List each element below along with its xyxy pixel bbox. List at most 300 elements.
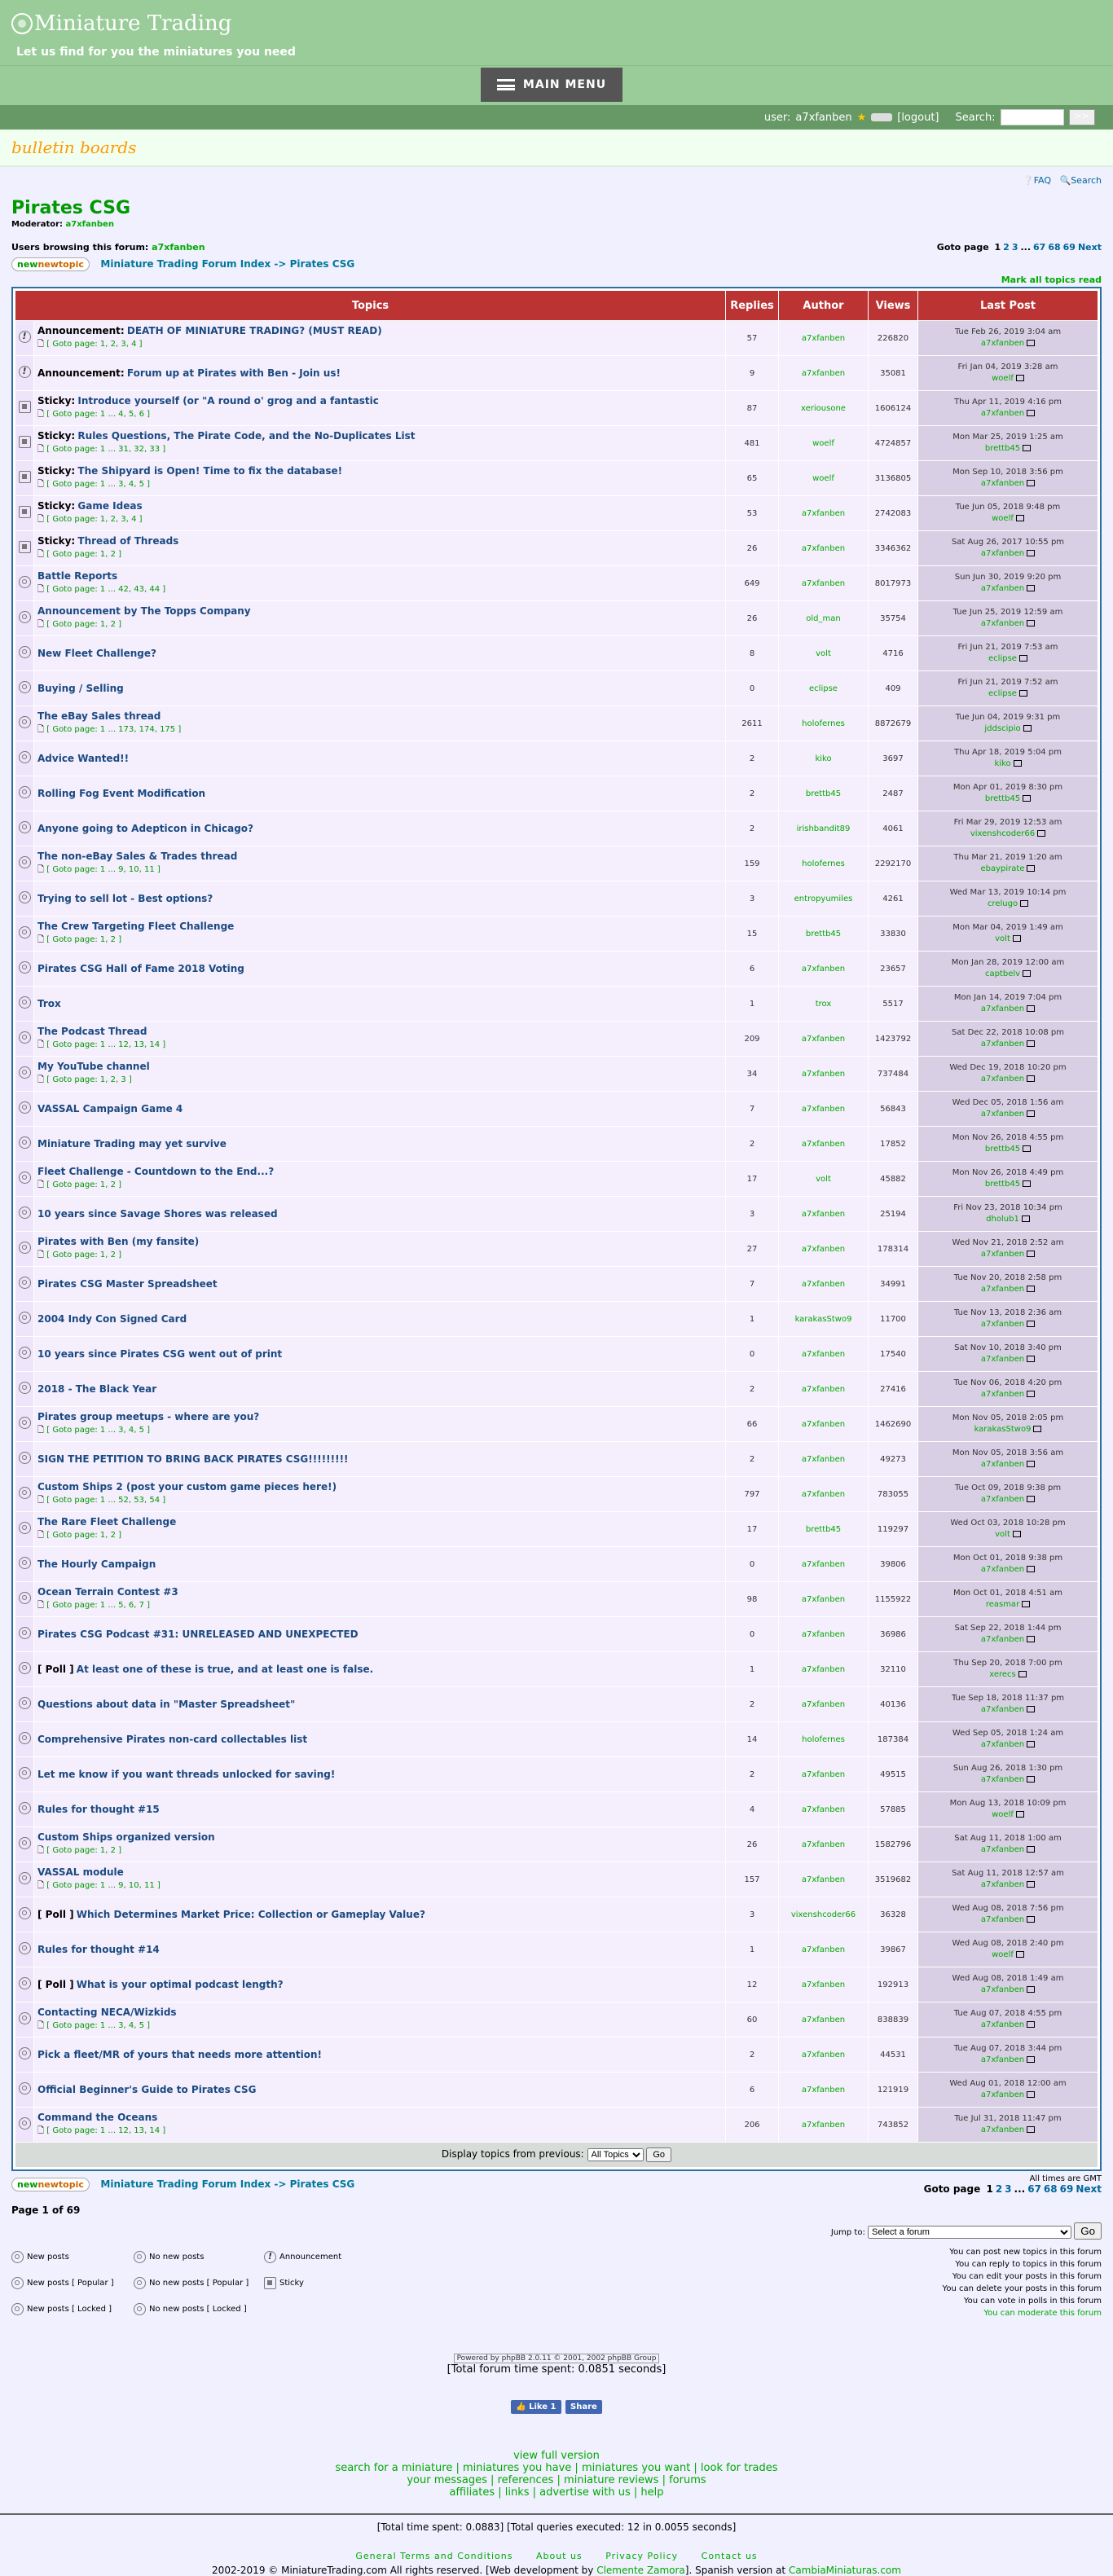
topic-title[interactable]: Rules for thought #15: [37, 1804, 160, 1815]
topic-icon-cell: [15, 811, 33, 846]
forum-title[interactable]: Pirates CSG: [11, 198, 131, 218]
topic-author[interactable]: a7xfanben: [779, 321, 868, 355]
topic-author[interactable]: kiko: [779, 741, 868, 776]
pm-icon[interactable]: [871, 113, 892, 121]
display-select[interactable]: [587, 2148, 644, 2161]
view-latest-post-icon[interactable]: [1027, 340, 1035, 346]
topic-author[interactable]: karakasStwo9: [779, 1302, 868, 1336]
topic-title[interactable]: Custom Ships organized version: [37, 1831, 215, 1843]
view-latest-post-icon[interactable]: [1027, 865, 1035, 872]
topic-author[interactable]: a7xfanben: [779, 1127, 868, 1161]
topic-goto-pages[interactable]: [ Goto page: 1 ... 3, 4, 5 ]: [46, 479, 151, 489]
view-latest-post-icon[interactable]: [1027, 1391, 1035, 1397]
last-post-user[interactable]: a7xfanben: [980, 1775, 1025, 1784]
topic-goto-pages[interactable]: [ Goto page: 1 ... 3, 4, 5 ]: [46, 1425, 151, 1435]
topic-author[interactable]: a7xfanben: [779, 1827, 868, 1862]
topic-title[interactable]: VASSAL Campaign Game 4: [37, 1103, 183, 1114]
view-latest-post-icon[interactable]: [1023, 1180, 1031, 1187]
topic-title[interactable]: Official Beginner's Guide to Pirates CSG: [37, 2084, 257, 2095]
topic-goto-pages[interactable]: [ Goto page: 1 ... 9, 10, 11 ]: [46, 864, 161, 874]
view-latest-post-icon[interactable]: [1027, 1741, 1035, 1747]
last-post-user[interactable]: vixenshcoder66: [970, 829, 1036, 838]
view-latest-post-icon[interactable]: [1022, 1601, 1030, 1607]
topic-author[interactable]: a7xfanben: [779, 1337, 868, 1371]
topic-title[interactable]: Contacting NECA/Wizkids: [37, 2006, 177, 2018]
topic-author[interactable]: vixenshcoder66: [779, 1897, 868, 1932]
topic-title[interactable]: 2004 Indy Con Signed Card: [37, 1313, 187, 1325]
topic-goto-pages[interactable]: [ Goto page: 1, 2 ]: [46, 1250, 122, 1259]
topic-author[interactable]: a7xfanben: [779, 566, 868, 600]
view-latest-post-icon[interactable]: [1027, 2056, 1035, 2063]
view-latest-post-icon[interactable]: [1016, 1951, 1024, 1958]
topic-title[interactable]: The Podcast Thread: [37, 1025, 147, 1037]
topic-author[interactable]: a7xfanben: [779, 531, 868, 565]
topic-title[interactable]: Pirates CSG Hall of Fame 2018 Voting: [37, 963, 244, 974]
topic-title[interactable]: DEATH OF MINIATURE TRADING? (MUST READ): [126, 324, 382, 336]
topic-author[interactable]: a7xfanben: [779, 1267, 868, 1301]
last-post-user[interactable]: a7xfanben: [980, 1040, 1025, 1048]
view-latest-post-icon[interactable]: [1027, 1110, 1035, 1117]
new-topic-button[interactable]: newnewtopic: [11, 257, 90, 271]
view-latest-post-icon[interactable]: [1016, 1811, 1024, 1818]
topic-goto-pages[interactable]: [ Goto page: 1, 2 ]: [46, 619, 122, 629]
last-post-user[interactable]: reasmar: [985, 1600, 1020, 1609]
goto-top-page-link[interactable]: 67: [1033, 242, 1046, 253]
last-post-user[interactable]: woelf: [992, 1950, 1014, 1959]
last-post-user[interactable]: a7xfanben: [980, 1004, 1025, 1013]
view-latest-post-icon[interactable]: [1027, 2021, 1035, 2028]
topic-goto-pages[interactable]: [ Goto page: 1 ... 4, 5, 6 ]: [46, 409, 151, 419]
goto-bottom-page-link[interactable]: 3: [1005, 2183, 1012, 2195]
topic-title[interactable]: 10 years since Savage Shores was released: [37, 1208, 278, 1220]
view-latest-post-icon[interactable]: [1016, 375, 1024, 381]
view-latest-post-icon[interactable]: [1027, 1321, 1035, 1327]
topic-title[interactable]: Pick a fleet/MR of yours that needs more attention!: [37, 2049, 322, 2060]
topic-title[interactable]: The Rare Fleet Challenge: [37, 1515, 177, 1528]
fb-share-button[interactable]: Share: [565, 2400, 602, 2414]
last-post-user[interactable]: xerecs: [989, 1670, 1016, 1679]
topic-title[interactable]: Which Determines Market Price: Collection or Gameplay Value?: [76, 1909, 425, 1920]
page-icon: 🗋: [37, 549, 45, 559]
topic-title[interactable]: The Shipyard is Open! Time to fix the database!: [77, 464, 343, 477]
topic-goto-pages[interactable]: [ Goto page: 1 ... 12, 13, 14 ]: [46, 1040, 166, 1049]
permission-line[interactable]: You can moderate this forum: [983, 2309, 1102, 2318]
last-post-user[interactable]: a7xfanben: [980, 1460, 1025, 1469]
last-post-user[interactable]: a7xfanben: [980, 1635, 1025, 1644]
links-line-3[interactable]: your messages | references | miniature reviews | forums: [407, 2474, 706, 2486]
topic-title[interactable]: What is your optimal podcast length?: [76, 1979, 284, 1990]
last-post-user[interactable]: a7xfanben: [980, 339, 1025, 348]
topic-goto-pages[interactable]: [ Goto page: 1 ... 173, 174, 175 ]: [46, 724, 182, 734]
view-latest-post-icon[interactable]: [1022, 1215, 1030, 1222]
topic-author[interactable]: a7xfanben: [779, 2108, 868, 2142]
goto-bottom-page-link[interactable]: Next: [1076, 2183, 1102, 2195]
view-latest-post-icon[interactable]: [1023, 1145, 1031, 1152]
last-post-user[interactable]: a7xfanben: [980, 1845, 1025, 1854]
query-stats: [Total time spent: 0.0883] [Total queries executed: 12 in 0.0055 seconds]: [0, 2513, 1113, 2533]
topic-title[interactable]: Game Ideas: [77, 499, 143, 512]
topic-title[interactable]: Miniature Trading may yet survive: [37, 1138, 227, 1150]
topic-last-post: [918, 1407, 1098, 1441]
view-latest-post-icon[interactable]: [1027, 1496, 1035, 1502]
goto-bottom-page-link[interactable]: 68: [1043, 2183, 1058, 2195]
search-label: Search:: [955, 111, 996, 124]
topic-goto-pages[interactable]: [ Goto page: 1, 2 ]: [46, 934, 122, 944]
view-latest-post-icon[interactable]: [1027, 1461, 1035, 1467]
topic-title[interactable]: At least one of these is true, and at least one is false.: [76, 1664, 374, 1675]
topic-author[interactable]: a7xfanben: [779, 1442, 868, 1476]
topic-author[interactable]: woelf: [779, 426, 868, 460]
last-post-user[interactable]: a7xfanben: [980, 1880, 1025, 1889]
topic-author[interactable]: trox: [779, 987, 868, 1021]
jump-select[interactable]: [868, 2226, 1071, 2239]
view-latest-post-icon[interactable]: [1027, 2091, 1035, 2098]
last-post-user[interactable]: a7xfanben: [980, 1320, 1025, 1329]
links-line-4[interactable]: affiliates | links | advertise with us | help: [449, 2486, 664, 2499]
main-menu-button[interactable]: [481, 68, 622, 102]
last-post-user[interactable]: eclipse: [988, 689, 1017, 698]
last-post-user[interactable]: a7xfanben: [980, 1915, 1025, 1924]
developer-link[interactable]: Clemente Zamora: [596, 2565, 685, 2576]
topic-author[interactable]: irishbandit89: [779, 811, 868, 846]
topic-author[interactable]: a7xfanben: [779, 1862, 868, 1897]
topic-author[interactable]: a7xfanben: [779, 1792, 868, 1826]
topic-author[interactable]: a7xfanben: [779, 496, 868, 530]
topic-author[interactable]: a7xfanben: [779, 1652, 868, 1686]
topic-title[interactable]: Battle Reports: [37, 569, 118, 582]
topic-author[interactable]: a7xfanben: [779, 2073, 868, 2107]
topic-title[interactable]: Pirates with Ben (my fansite): [37, 1235, 200, 1247]
view-latest-post-icon[interactable]: [1023, 795, 1031, 802]
last-post-user[interactable]: jddscipio: [984, 724, 1021, 733]
breadcrumb-forum[interactable]: Pirates CSG: [289, 258, 355, 270]
topic-title[interactable]: Comprehensive Pirates non-card collectables list: [37, 1734, 308, 1745]
view-latest-post-icon[interactable]: [1014, 760, 1022, 767]
view-latest-post-icon[interactable]: [1027, 1986, 1035, 1993]
links-line-2[interactable]: search for a miniature | miniatures you have | miniatures you want | look for trades: [335, 2462, 778, 2474]
topic-author[interactable]: eclipse: [779, 671, 868, 706]
topic-icon-cell: [15, 1022, 33, 1056]
view-latest-post-icon[interactable]: [1027, 550, 1035, 556]
topic-title[interactable]: Rolling Fog Event Modification: [37, 788, 206, 799]
view-latest-post-icon[interactable]: [1020, 900, 1028, 907]
view-latest-post-icon[interactable]: [1016, 515, 1024, 521]
breadcrumb-index[interactable]: Miniature Trading Forum Index: [100, 258, 271, 270]
table-row: [15, 1897, 1098, 1932]
topic-title[interactable]: Let me know if you want threads unlocked for saving!: [37, 1769, 336, 1780]
last-post-user[interactable]: a7xfanben: [980, 1355, 1025, 1364]
topic-author[interactable]: a7xfanben: [779, 2002, 868, 2037]
view-latest-post-icon[interactable]: [1013, 935, 1021, 942]
topic-title[interactable]: My YouTube channel: [37, 1060, 150, 1072]
view-latest-post-icon[interactable]: [1027, 620, 1035, 626]
topic-author[interactable]: a7xfanben: [779, 356, 868, 390]
goto-top-page-link[interactable]: 2: [1003, 242, 1010, 253]
topic-title[interactable]: Forum up at Pirates with Ben - Join us!: [126, 367, 341, 379]
topic-goto-pages[interactable]: [ Goto page: 1, 2, 3 ]: [46, 1075, 132, 1084]
last-post-user[interactable]: volt: [995, 934, 1010, 943]
last-post-user[interactable]: a7xfanben: [980, 1740, 1025, 1749]
links-line-1[interactable]: view full version: [513, 2450, 600, 2462]
topic-author[interactable]: holofernes: [779, 1722, 868, 1756]
topic-replies: 4: [726, 1792, 778, 1826]
topic-author[interactable]: xeriousone: [779, 391, 868, 425]
topic-goto-pages[interactable]: [ Goto page: 1 ... 42, 43, 44 ]: [46, 584, 166, 594]
last-post-user[interactable]: brettb45: [984, 444, 1021, 453]
view-latest-post-icon[interactable]: [1027, 1286, 1035, 1292]
topic-title[interactable]: Custom Ships 2 (post your custom game pieces here!): [37, 1480, 337, 1492]
topic-author[interactable]: a7xfanben: [779, 1057, 868, 1091]
moderator-name[interactable]: a7xfanben: [65, 220, 114, 229]
view-latest-post-icon[interactable]: [1023, 970, 1031, 977]
display-go-button[interactable]: Go: [646, 2147, 671, 2162]
topic-author[interactable]: holofernes: [779, 846, 868, 881]
last-post-user[interactable]: a7xfanben: [980, 2090, 1025, 2099]
search-go-button[interactable]: >>: [1069, 109, 1095, 125]
topic-author[interactable]: a7xfanben: [779, 1617, 868, 1651]
topic-author[interactable]: holofernes: [779, 706, 868, 741]
topic-goto-pages[interactable]: [ Goto page: 1, 2 ]: [46, 1180, 122, 1189]
topic-goto-pages[interactable]: [ Goto page: 1, 2 ]: [46, 549, 122, 559]
last-post-user[interactable]: a7xfanben: [980, 1390, 1025, 1399]
view-latest-post-icon[interactable]: [1027, 1916, 1035, 1923]
topic-cell: [34, 1722, 725, 1756]
last-post-user[interactable]: volt: [995, 1530, 1010, 1539]
topic-title[interactable]: VASSAL module: [37, 1866, 124, 1878]
topic-goto-pages[interactable]: [ Goto page: 1 ... 12, 13, 14 ]: [46, 2125, 166, 2135]
view-latest-post-icon[interactable]: [1018, 1671, 1027, 1677]
view-latest-post-icon[interactable]: [1027, 1040, 1035, 1047]
view-latest-post-icon[interactable]: [1027, 1776, 1035, 1783]
fb-like-button[interactable]: 👍 Like 1: [511, 2400, 561, 2414]
last-post-user[interactable]: brettb45: [984, 1145, 1021, 1154]
last-post-user[interactable]: a7xfanben: [980, 2020, 1025, 2029]
topic-title[interactable]: Ocean Terrain Contest #3: [37, 1585, 178, 1598]
spanish-version-link[interactable]: CambiaMiniaturas.com: [788, 2565, 901, 2576]
view-latest-post-icon[interactable]: [1019, 690, 1027, 697]
last-post-user[interactable]: a7xfanben: [980, 1565, 1025, 1574]
topic-author[interactable]: old_man: [779, 601, 868, 635]
topic-title[interactable]: Trox: [37, 998, 61, 1009]
topic-author[interactable]: a7xfanben: [779, 2038, 868, 2072]
last-post-user[interactable]: woelf: [992, 1810, 1014, 1819]
view-latest-post-icon[interactable]: [1037, 830, 1045, 837]
topic-goto-pages[interactable]: [ Goto page: 1 ... 9, 10, 11 ]: [46, 1880, 161, 1890]
search-link[interactable]: Search: [1071, 175, 1102, 186]
topic-author[interactable]: volt: [779, 636, 868, 670]
topic-cell: [34, 917, 725, 951]
site-title[interactable]: Miniature Trading: [34, 11, 232, 36]
last-post-user[interactable]: a7xfanben: [980, 1250, 1025, 1259]
breadcrumb-forum-bottom[interactable]: Pirates CSG: [289, 2178, 355, 2190]
last-post-user[interactable]: woelf: [992, 514, 1014, 523]
view-latest-post-icon[interactable]: [1027, 2126, 1035, 2133]
topic-author[interactable]: a7xfanben: [779, 1022, 868, 1056]
last-post-user[interactable]: captbelv: [984, 969, 1021, 978]
topic-goto-pages[interactable]: [ Goto page: 1 ... 5, 6, 7 ]: [46, 1600, 151, 1610]
username[interactable]: a7xfanben: [795, 111, 852, 124]
topic-author[interactable]: woelf: [779, 461, 868, 495]
view-latest-post-icon[interactable]: [1027, 585, 1035, 591]
topic-title[interactable]: Rules for thought #14: [37, 1944, 160, 1955]
topic-goto-pages[interactable]: [ Goto page: 1, 2, 3, 4 ]: [46, 339, 143, 349]
last-post-user[interactable]: a7xfanben: [980, 1110, 1025, 1119]
topic-title[interactable]: The eBay Sales thread: [37, 710, 161, 722]
topic-author[interactable]: a7xfanben: [779, 1932, 868, 1967]
topic-title[interactable]: Trying to sell lot - Best options?: [37, 893, 213, 904]
topic-goto-pages[interactable]: [ Goto page: 1, 2 ]: [46, 1530, 122, 1540]
logout-link[interactable]: [logout]: [897, 111, 939, 124]
view-latest-post-icon[interactable]: [1019, 655, 1027, 662]
view-latest-post-icon[interactable]: [1027, 1005, 1035, 1012]
topic-title[interactable]: Announcement by The Topps Company: [37, 604, 251, 617]
last-post-user[interactable]: dholub1: [986, 1215, 1019, 1224]
topic-replies: 1: [726, 1652, 778, 1686]
footer-link-about[interactable]: About us: [535, 2551, 583, 2561]
topic-author[interactable]: volt: [779, 1162, 868, 1196]
last-post-user[interactable]: kiko: [994, 759, 1011, 768]
last-post-user[interactable]: a7xfanben: [980, 479, 1025, 488]
view-latest-post-icon[interactable]: [1023, 725, 1032, 732]
last-post-user[interactable]: ebaypirate: [980, 864, 1025, 873]
topic-author[interactable]: a7xfanben: [779, 1967, 868, 2002]
goto-bottom-page-link[interactable]: 2: [995, 2183, 1003, 2195]
last-post-user[interactable]: eclipse: [988, 654, 1017, 663]
topic-icon: [19, 996, 31, 1009]
topic-title[interactable]: The Crew Targeting Fleet Challenge: [37, 920, 235, 932]
last-post-user[interactable]: a7xfanben: [980, 584, 1025, 593]
goto-bottom-page-link[interactable]: 69: [1059, 2183, 1074, 2195]
top-links: [1023, 175, 1102, 186]
topic-goto-pages[interactable]: [ Goto page: 1 ... 3, 4, 5 ]: [46, 2020, 151, 2030]
last-post-user[interactable]: crelugo: [987, 899, 1018, 908]
topic-author[interactable]: a7xfanben: [779, 952, 868, 986]
view-latest-post-icon[interactable]: [1023, 445, 1031, 451]
last-post-user[interactable]: brettb45: [984, 1180, 1021, 1189]
view-latest-post-icon[interactable]: [1027, 1881, 1035, 1888]
goto-top-page-link[interactable]: 3: [1011, 242, 1018, 253]
topic-author[interactable]: brettb45: [779, 917, 868, 951]
topic-title[interactable]: New Fleet Challenge?: [37, 648, 156, 659]
topic-author[interactable]: entropyumiles: [779, 881, 868, 916]
topic-title[interactable]: Command the Oceans: [37, 2111, 158, 2123]
footer-link-contact[interactable]: Contact us: [701, 2551, 758, 2561]
topic-goto-pages[interactable]: [ Goto page: 1, 2, 3, 4 ]: [46, 514, 143, 524]
topic-title[interactable]: Pirates CSG Master Spreadsheet: [37, 1278, 218, 1290]
topic-icon: [19, 1592, 31, 1604]
last-post-user[interactable]: a7xfanben: [980, 1075, 1025, 1084]
view-latest-post-icon[interactable]: [1027, 1251, 1035, 1257]
view-latest-post-icon[interactable]: [1027, 410, 1035, 416]
topic-goto-pages[interactable]: [ Goto page: 1, 2 ]: [46, 1845, 122, 1855]
last-post-user[interactable]: a7xfanben: [980, 2125, 1025, 2134]
topic-title[interactable]: The non-eBay Sales & Trades thread: [37, 850, 238, 862]
topic-author[interactable]: a7xfanben: [779, 1477, 868, 1511]
topic-author[interactable]: a7xfanben: [779, 1197, 868, 1231]
last-post-user[interactable]: woelf: [992, 374, 1014, 383]
faq-link[interactable]: FAQ: [1033, 175, 1051, 186]
topic-title[interactable]: 2018 - The Black Year: [37, 1383, 157, 1395]
topic-author[interactable]: a7xfanben: [779, 1092, 868, 1126]
topic-title[interactable]: Buying / Selling: [37, 683, 124, 694]
powered-by[interactable]: Powered by phpBB 2.0.11 © 2001, 2002 phpBB Group: [454, 2354, 660, 2363]
topic-last-post: [918, 811, 1098, 846]
breadcrumb-index-bottom[interactable]: Miniature Trading Forum Index: [100, 2178, 271, 2190]
view-latest-post-icon[interactable]: [1013, 1531, 1021, 1537]
last-post-user[interactable]: a7xfanben: [980, 549, 1025, 558]
last-post-user[interactable]: a7xfanben: [980, 409, 1025, 418]
last-post-user[interactable]: a7xfanben: [980, 1495, 1025, 1504]
goto-top-page-link[interactable]: 68: [1048, 242, 1061, 253]
jump-go-button[interactable]: Go: [1074, 2222, 1102, 2240]
topic-title[interactable]: Fleet Challenge - Countdown to the End...?: [37, 1165, 275, 1177]
topic-goto-pages[interactable]: [ Goto page: 1 ... 52, 53, 54 ]: [46, 1495, 166, 1505]
topic-title[interactable]: Introduce yourself (or "A round o' grog and a fantastic: [77, 394, 379, 407]
topic-author[interactable]: brettb45: [779, 1512, 868, 1546]
topic-author[interactable]: a7xfanben: [779, 1372, 868, 1406]
topic-title[interactable]: Rules Questions, The Pirate Code, and the No-Duplicates List: [77, 429, 416, 442]
search-input[interactable]: [1001, 109, 1064, 125]
last-post-user[interactable]: a7xfanben: [980, 1985, 1025, 1994]
view-latest-post-icon[interactable]: [1027, 1636, 1035, 1642]
last-post-user[interactable]: brettb45: [984, 794, 1021, 803]
topic-author[interactable]: a7xfanben: [779, 1757, 868, 1791]
topic-title[interactable]: Questions about data in "Master Spreadsheet": [37, 1699, 296, 1710]
view-latest-post-icon[interactable]: [1027, 1706, 1035, 1712]
topic-author[interactable]: a7xfanben: [779, 1547, 868, 1581]
topic-title[interactable]: Anyone going to Adepticon in Chicago?: [37, 823, 254, 834]
browsing-user[interactable]: a7xfanben: [152, 242, 205, 253]
mark-all-read-link[interactable]: Mark all topics read: [1001, 275, 1102, 285]
topic-title[interactable]: The Hourly Campaign: [37, 1558, 156, 1570]
view-latest-post-icon[interactable]: [1027, 1566, 1035, 1572]
goto-top-page-link[interactable]: 69: [1062, 242, 1076, 253]
site-logo-icon[interactable]: [11, 13, 33, 34]
last-post-user[interactable]: karakasStwo9: [974, 1425, 1032, 1434]
goto-bottom-page-link[interactable]: 67: [1027, 2183, 1041, 2195]
view-latest-post-icon[interactable]: [1027, 1075, 1035, 1082]
topic-author[interactable]: a7xfanben: [779, 1582, 868, 1616]
topic-title[interactable]: 10 years since Pirates CSG went out of print: [37, 1348, 283, 1360]
goto-top-page-link[interactable]: Next: [1077, 242, 1102, 253]
topic-title[interactable]: Thread of Threads: [77, 534, 179, 547]
topic-title[interactable]: SIGN THE PETITION TO BRING BACK PIRATES CSG!!!!!!!!!: [37, 1453, 349, 1465]
topic-author[interactable]: a7xfanben: [779, 1407, 868, 1441]
view-latest-post-icon[interactable]: [1027, 1356, 1035, 1362]
table-row: [15, 952, 1098, 986]
footer-link-privacy[interactable]: Privacy Policy: [605, 2551, 679, 2561]
topic-title[interactable]: Pirates CSG Podcast #31: UNRELEASED AND UNEXPECTED: [37, 1629, 359, 1640]
topic-title[interactable]: Pirates group meetups - where are you?: [37, 1410, 260, 1422]
topic-cell: [34, 1652, 725, 1686]
topic-title[interactable]: Advice Wanted!!: [37, 753, 130, 764]
topic-goto-pages[interactable]: [ Goto page: 1 ... 31, 32, 33 ]: [46, 444, 166, 454]
view-latest-post-icon[interactable]: [1033, 1426, 1041, 1432]
topic-author[interactable]: brettb45: [779, 776, 868, 811]
topic-author[interactable]: a7xfanben: [779, 1687, 868, 1721]
last-post-user[interactable]: a7xfanben: [980, 1285, 1025, 1294]
topic-views: 226820: [869, 321, 917, 355]
footer-link-terms[interactable]: General Terms and Conditions: [355, 2551, 513, 2561]
view-latest-post-icon[interactable]: [1027, 480, 1035, 486]
topic-author[interactable]: a7xfanben: [779, 1232, 868, 1266]
last-post-user[interactable]: a7xfanben: [980, 1705, 1025, 1714]
last-post-user[interactable]: a7xfanben: [980, 2055, 1025, 2064]
last-post-user[interactable]: a7xfanben: [980, 619, 1025, 628]
topic-pages: [37, 1074, 722, 1088]
new-topic-button-bottom[interactable]: newnewtopic: [11, 2178, 90, 2191]
view-latest-post-icon[interactable]: [1027, 1846, 1035, 1853]
